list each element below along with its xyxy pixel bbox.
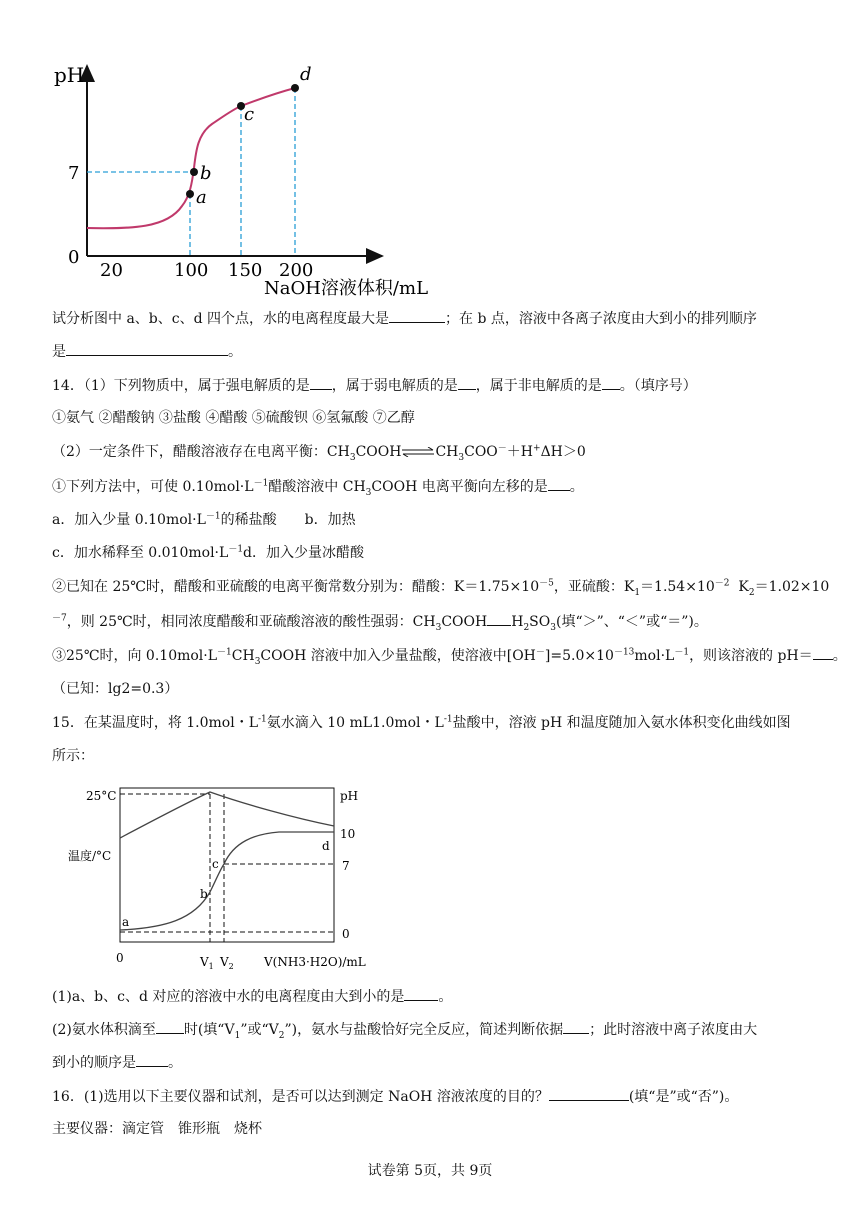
ph-tick-10: 10 xyxy=(340,827,356,841)
q14-part2: （2）一定条件下，醋酸溶液存在电离平衡：$CH_3COOH$ $CH_3COO^-+H^+\Delta H>0$ xyxy=(52,443,586,463)
q14-line1: 14．（1）下列物质中，属于强电解质的是 ，属于弱电解质的是 ，属于非电解质的是 。（填序号） xyxy=(52,375,822,396)
x-tick-100: 100 xyxy=(174,260,209,281)
q14-sub3: ③25℃时，向 $0.10mol\cdot L^{-1}CH_3COOH$ 溶液中加入少量盐酸，使溶液中$[OH^-]=5.0\times 10^{-13}mol\cdot L^{-1}$，则该溶液的 pH＝ 。 xyxy=(52,645,822,666)
label-a-2: a xyxy=(122,915,130,929)
q14-opts-ab: a．加入少量 $0.10mol\cdot L^{-1}$的稀盐酸 b．加热 xyxy=(52,511,356,528)
ph-curve-2 xyxy=(120,832,334,930)
label-c-2: c xyxy=(212,857,219,871)
plot-frame xyxy=(120,788,334,942)
left-axis-label: 温度/°C xyxy=(68,849,112,863)
point-b xyxy=(190,168,198,176)
point-a xyxy=(186,190,194,198)
x-tick-200: 200 xyxy=(279,260,314,281)
x-tick-20: 20 xyxy=(100,260,123,281)
q16-line2: 主要仪器：滴定管 锥形瓶 烧杯 xyxy=(52,1121,262,1137)
y-tick-7: 7 xyxy=(68,163,80,184)
label-b-2: b xyxy=(200,887,208,901)
q15-q2: (2)氨水体积滴至 时(填“$V_1$”或“$V_2$”)，氨水与盐酸恰好完全反应，简述判断依据 ；此时溶液中离子浓度由大 xyxy=(52,1019,822,1040)
q13-line1: 试分析图中 a、b、c、d 四个点，水的电离程度最大是 ；在 b 点，溶液中各离子浓度由大到小的排列顺序 xyxy=(52,308,822,329)
ph-tick-0: 0 xyxy=(342,927,350,941)
q14-options: ①氨气 ②醋酸钠 ③盐酸 ④醋酸 ⑤硫酸钡 ⑥氢氟酸 ⑦乙醇 xyxy=(52,410,415,426)
q14-sub2-line2: $^{-7}$，则 25℃时，相同浓度醋酸和亚硫酸溶液的酸性强弱：$CH_3COOH$ $H_2SO_3$(填“＞”、“＜”或“＝”)。 xyxy=(52,611,822,632)
right-axis-label: pH xyxy=(340,789,359,803)
x-tick-v1: $V_1$ xyxy=(200,955,214,971)
equilibrium-arrow-icon xyxy=(401,447,435,457)
origin-label: 0 xyxy=(116,951,124,965)
q14-sub1: ①下列方法中，可使 $0.10mol\cdot L^{-1}$醋酸溶液中 $CH_3COOH$ 电离平衡向左移的是 。 xyxy=(52,476,822,497)
x-axis-label-2: V(NH3·H2O)/mL xyxy=(264,955,366,969)
x-tick-v2: $V_2$ xyxy=(220,955,234,971)
q14-sub2-line1: ②已知在 25℃时，醋酸和亚硫酸的电离平衡常数分别为：醋酸：$K=1.75\times 10^{-5}$，亚硫酸：$K_1=1.54\times 10^{-2}$ $K_2=1.02\times 10$ xyxy=(52,578,830,598)
label-c: c xyxy=(244,104,255,125)
ph-curve xyxy=(87,88,295,228)
label-a: a xyxy=(196,187,207,208)
q13-line2: 是 。 xyxy=(52,341,822,362)
label-d: d xyxy=(300,64,312,85)
q15-line2: 所示： xyxy=(52,748,94,764)
label-d-2: d xyxy=(322,839,330,853)
titration-curve-figure xyxy=(52,58,472,298)
y-tick-0: 0 xyxy=(68,247,80,268)
q15-q1: (1)a、b、c、d 对应的溶液中水的电离程度由大到小的是 。 xyxy=(52,986,822,1007)
page-footer: 试卷第 5页，共 9页 xyxy=(367,1163,493,1179)
x-tick-150: 150 xyxy=(228,260,263,281)
y-axis-label: pH xyxy=(54,63,85,87)
ph-tick-7: 7 xyxy=(342,859,350,873)
temperature-curve xyxy=(120,792,334,838)
q15-q3: 到小的顺序是 。 xyxy=(52,1052,822,1073)
q16-line1: 16．(1)选用以下主要仪器和试剂，是否可以达到测定 NaOH 溶液浓度的目的？ (填“是”或“否”)。 xyxy=(52,1086,822,1107)
q14-opts-cd: c．加水稀释至 $0.010mol\cdot L^{-1}d$．加入少量冰醋酸 xyxy=(52,544,365,561)
q14-note: （已知：lg2=0.3） xyxy=(52,681,179,697)
label-b: b xyxy=(200,163,212,184)
x-axis-label: NaOH溶液体积/mL xyxy=(264,278,429,298)
q15-line1: 15．在某温度时，将 1.0mol・$L^{-1}$氨水滴入 10 mL1.0mol・$L^{-1}$盐酸中，溶液 pH 和温度随加入氨水体积变化曲线如图 xyxy=(52,714,791,731)
temperature-ph-figure xyxy=(64,780,384,980)
temp-tick-25: 25°C xyxy=(86,789,117,803)
point-d xyxy=(291,84,299,92)
